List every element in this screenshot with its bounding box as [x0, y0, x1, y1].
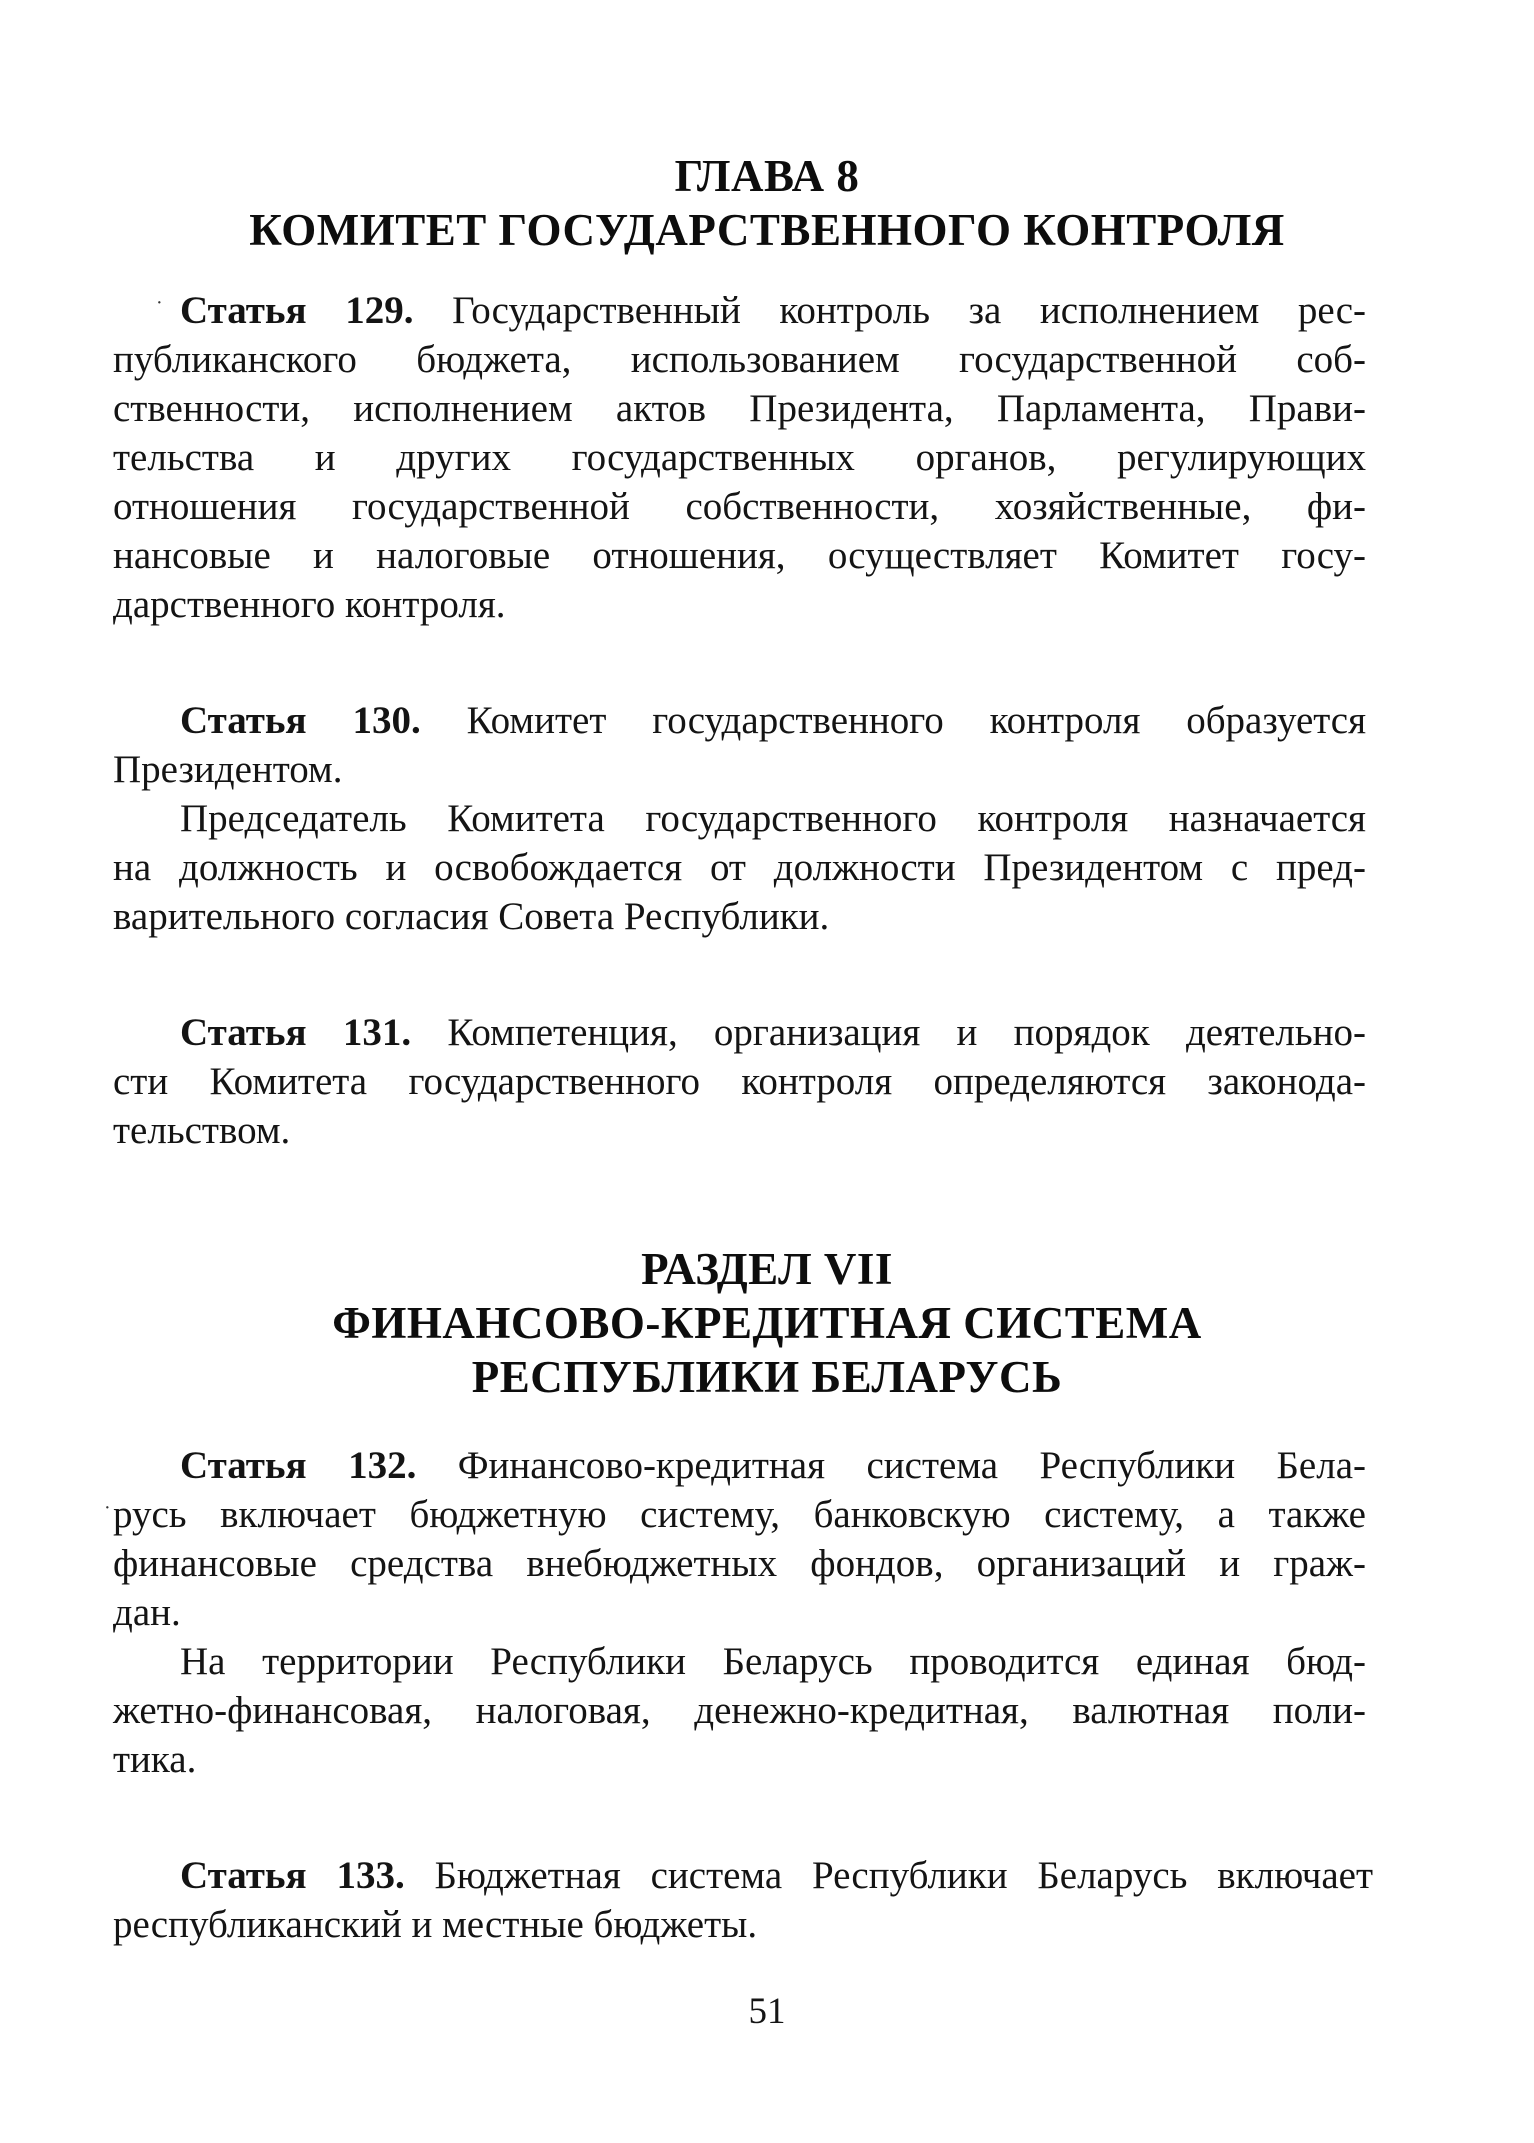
- article-132-line-4: дан.: [113, 1591, 181, 1634]
- section-subtitle-line-2: РЕСПУБЛИКИ БЕЛАРУСЬ: [471, 1352, 1063, 1402]
- article-130-line-1: Статья 130. Комитет государственного контроля образуется: [180, 699, 1367, 742]
- article-133-label: Статья 133.: [180, 1854, 405, 1897]
- article-130-line-5: варительного согласия Совета Республики.: [113, 895, 830, 938]
- scan-speck: ·: [156, 292, 163, 314]
- article-131-line-3: тельством.: [113, 1109, 291, 1152]
- article-132-line-5: На территории Республики Беларусь проводится единая бюд-: [180, 1640, 1366, 1683]
- section-title: РАЗДЕЛ VII: [641, 1244, 893, 1294]
- article-131-line-1: Статья 131. Компетенция, организация и порядок деятельно-: [180, 1011, 1367, 1054]
- article-129-line-5: отношения государственной собственности, хозяйственные, фи-: [113, 485, 1366, 528]
- article-130-line-4: на должность и освобождается от должности Президентом с пред-: [113, 846, 1366, 889]
- article-129-label: Статья 129.: [180, 289, 414, 332]
- article-132-label: Статья 132.: [180, 1444, 417, 1487]
- article-131-label: Статья 131.: [180, 1011, 412, 1054]
- chapter-subtitle: КОМИТЕТ ГОСУДАРСТВЕННОГО КОНТРОЛЯ: [249, 205, 1285, 255]
- article-129-line-6: нансовые и налоговые отношения, осуществляет Комитет госу-: [113, 534, 1366, 577]
- page-number: 51: [748, 1991, 786, 2032]
- article-133-line-2: республиканский и местные бюджеты.: [113, 1903, 758, 1946]
- article-132-line-3: финансовые средства внебюджетных фондов, организаций и граж-: [113, 1542, 1366, 1585]
- article-129-line-3: ственности, исполнением актов Президента, Парламента, Прави-: [113, 387, 1366, 430]
- article-132-line-2: русь включает бюджетную систему, банковскую систему, а также: [113, 1493, 1366, 1536]
- article-129-line-4: тельства и других государственных органов, регулирующих: [113, 436, 1366, 479]
- article-130-line-2: Президентом.: [113, 748, 343, 791]
- article-129-line-1: Статья 129. Государственный контроль за исполнением рес-: [180, 289, 1366, 332]
- article-129-line-2: публиканского бюджета, использованием государственной соб-: [113, 338, 1366, 381]
- article-132-line-6: жетно-финансовая, налоговая, денежно-кредитная, валютная поли-: [113, 1689, 1366, 1732]
- article-133-line-1: Статья 133. Бюджетная система Республики Беларусь включает: [180, 1854, 1374, 1897]
- article-130-label: Статья 130.: [180, 699, 421, 742]
- scan-speck: ·: [104, 1497, 111, 1519]
- article-132-line-7: тика.: [113, 1738, 197, 1781]
- article-130-line-3: Председатель Комитета государственного контроля назначается: [180, 797, 1366, 840]
- article-131-line-2: сти Комитета государственного контроля определяются законода-: [113, 1060, 1366, 1103]
- section-subtitle-line-1: ФИНАНСОВО-КРЕДИТНАЯ СИСТЕМА: [332, 1298, 1202, 1348]
- article-132-line-1: Статья 132. Финансово-кредитная система Республики Бела-: [180, 1444, 1366, 1487]
- chapter-title: ГЛАВА 8: [674, 151, 860, 201]
- article-129-line-7: дарственного контроля.: [113, 583, 506, 626]
